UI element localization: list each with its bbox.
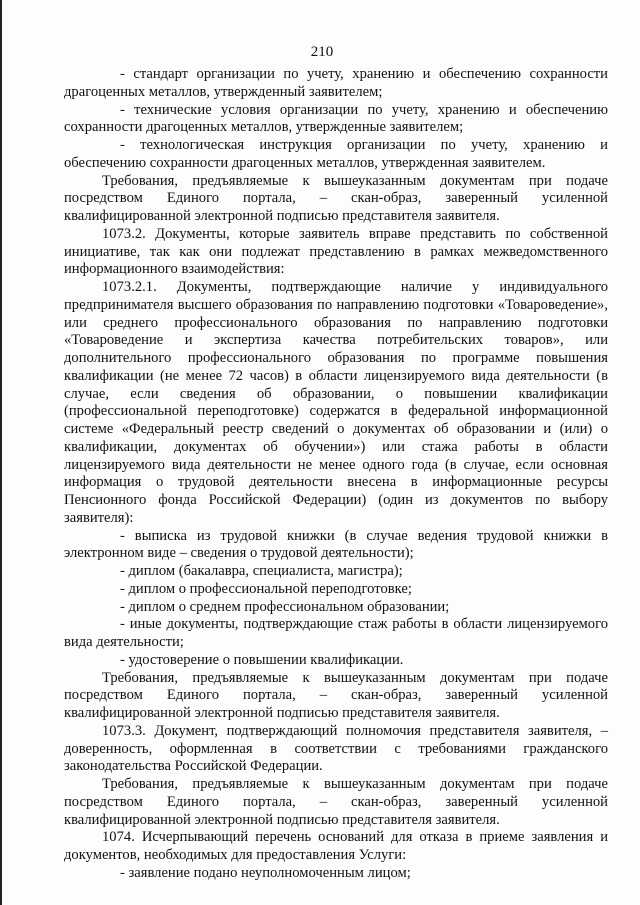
paragraph: 1073.2.1. Документы, подтверждающие наличие у индивидуального предпринимателя высшего образования по направлению подготовки «Товароведение», или среднего профессионального образования по направлению подготовки «Товароведение и экспертиза качества потребительских товаров», или дополнительного профессионального образования по программе повышения квалификации (не менее 72 часов) в области лицензируемого вида деятельности (в случае, если сведения об образовании, о повышении квалификации (профессиональной переподготовке) содержатся в федеральной информационной системе «Федеральный реестр сведений о документах об образовании и (или) о квалификации, документах об обучении») или стажа работы в области лицензируемого вида деятельности не менее одного года (в случае, если основная информация о трудовой деятельности внесена в информационные ресурсы Пенсионного фонда Российской Федерации) (один из документов по выбору заявителя): [64, 279, 608, 526]
document-body [64, 66, 608, 883]
paragraph: - технические условия организации по учету, хранению и обеспечению сохранности драгоценных металлов, утвержденные заявителем; [64, 101, 608, 136]
paragraph: - технологическая инструкция организации по учету, хранению и обеспечению сохранности драгоценных металлов, утвержденная заявителем. [64, 137, 608, 171]
paragraph: - стандарт организации по учету, хранению и обеспечению сохранности драгоценных металлов, утвержденный заявителем; [64, 66, 608, 100]
list-item: - диплом о профессиональной переподготовке; [120, 580, 412, 597]
paragraph: Требования, предъявляемые к вышеуказанным документам при подаче посредством Единого портала, – скан-образ, заверенный усиленной квалифицированной электронной подписью представителя заявителя. [64, 172, 608, 224]
paragraph: Требования, предъявляемые к вышеуказанным документам при подаче посредством Единого портала, – скан-образ, заверенный усиленной квалифицированной электронной подписью представителя заявителя. [64, 776, 608, 828]
list-item: - диплом о среднем профессиональном образовании; [120, 598, 450, 615]
paragraph: 1073.2. Документы, которые заявитель вправе представить по собственной инициативе, так как они подлежат представлению в рамках межведомственного информационного взаимодействия: [64, 225, 608, 278]
list-item: - выписка из трудовой книжки (в случае ведения трудовой книжки в электронном виде – сведения о трудовой деятельности); [64, 527, 608, 562]
list-item: - заявление подано неуполномоченным лицом; [120, 864, 411, 881]
paragraph: 1073.3. Документ, подтверждающий полномочия представителя заявителя, – доверенность, оформленная в соответствии с требованиями гражданского законодательства Российской Федерации. [64, 722, 608, 775]
list-item: - диплом (бакалавра, специалиста, магистра); [120, 563, 403, 579]
list-item: - удостоверение о повышении квалификации. [120, 651, 404, 668]
list-item: - иные документы, подтверждающие стаж работы в области лицензируемого вида деятельности; [64, 616, 608, 650]
paragraph: 1074. Исчерпывающий перечень оснований для отказа в приеме заявления и документов, необходимых для предоставления Услуги: [64, 829, 608, 863]
page-number: 210 [310, 44, 334, 60]
paragraph: Требования, предъявляемые к вышеуказанным документам при подаче посредством Единого портала, – скан-образ, заверенный усиленной квалифицированной электронной подписью представителя заявителя. [64, 669, 608, 721]
